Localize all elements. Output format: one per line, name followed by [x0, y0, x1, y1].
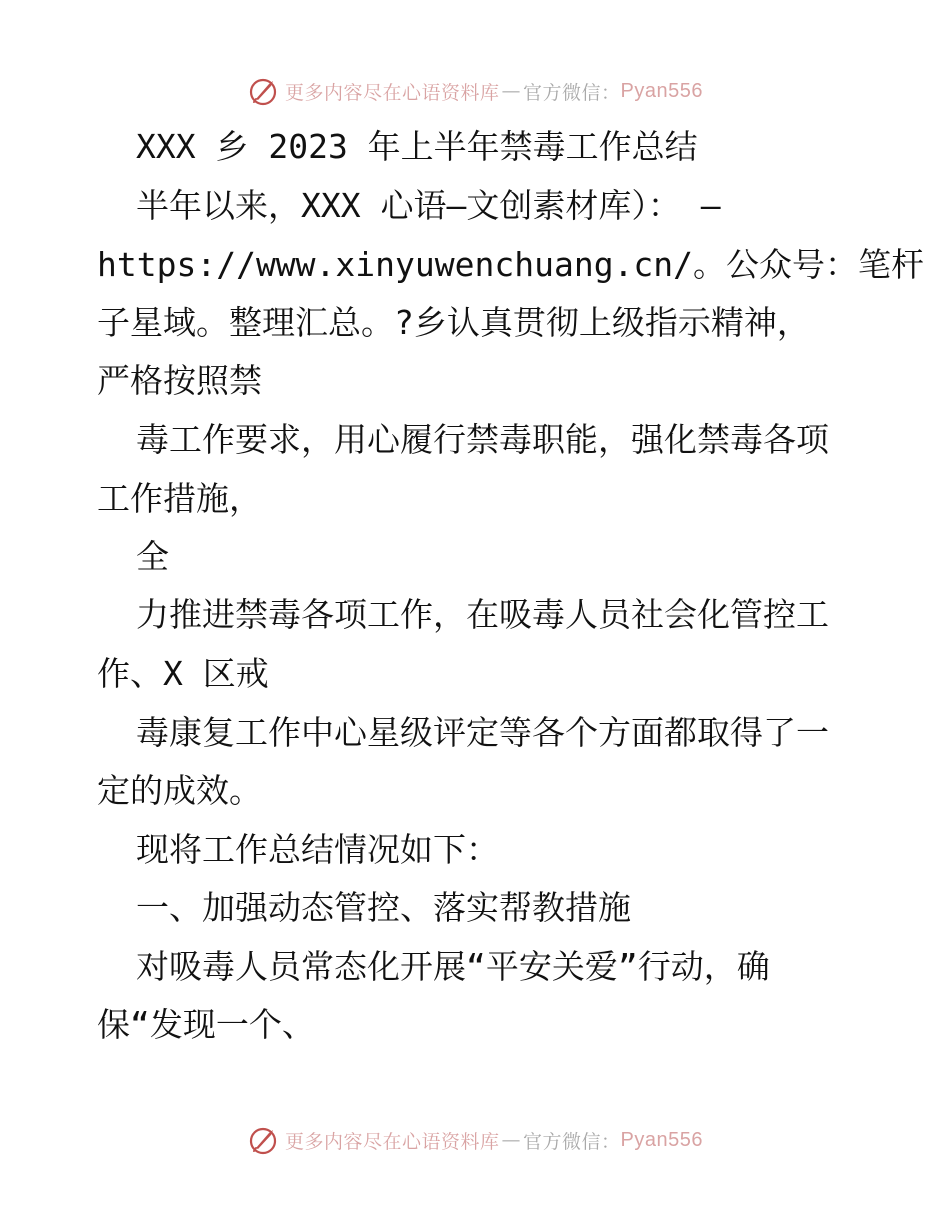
- quill-pen-logo-icon: [247, 75, 279, 107]
- watermark-dash: —: [501, 1129, 522, 1151]
- watermark-dash: —: [501, 80, 522, 102]
- watermark-contact-label: 官方微信：: [523, 1130, 621, 1153]
- paragraph-line: 全: [136, 537, 169, 576]
- paragraph-line: 严格按照禁: [97, 361, 262, 400]
- paragraph-line: 半年以来，XXX 心语—文创素材库）： —: [136, 186, 721, 225]
- paragraph-line: 对吸毒人员常态化开展“平安关爱”行动，确: [136, 947, 770, 986]
- section-heading: 一、加强动态管控、落实帮教措施: [136, 888, 631, 927]
- paragraph-line: 工作措施，: [97, 479, 262, 518]
- paragraph-line: 保“发现一个、: [97, 1005, 315, 1044]
- paragraph-line: 毒康复工作中心星级评定等各个方面都取得了一: [136, 713, 829, 752]
- bottom-watermark-banner: [0, 1120, 950, 1160]
- paragraph-line: 作、X 区戒: [97, 654, 269, 693]
- paragraph-line: 毒工作要求，用心履行禁毒职能，强化禁毒各项: [136, 420, 829, 459]
- watermark-contact-id: Pyan556: [620, 1128, 703, 1151]
- top-watermark-banner: [0, 71, 950, 111]
- paragraph-line: 子星域。整理汇总。?乡认真贯彻上级指示精神，: [97, 303, 810, 342]
- quill-pen-logo-icon: [247, 1124, 279, 1156]
- watermark-slogan: 更多内容尽在心语资料库: [285, 81, 500, 104]
- paragraph-line: https://www.xinyuwenchuang.cn/。公众号：笔杆: [97, 245, 925, 284]
- paragraph-line: 定的成效。: [97, 771, 262, 810]
- watermark-contact-label: 官方微信：: [523, 81, 621, 104]
- watermark-contact-id: Pyan556: [620, 79, 703, 102]
- watermark-slogan: 更多内容尽在心语资料库: [285, 1130, 500, 1153]
- document-title: XXX 乡 2023 年上半年禁毒工作总结: [136, 127, 698, 166]
- paragraph-line: 现将工作总结情况如下：: [136, 830, 499, 869]
- paragraph-line: 力推进禁毒各项工作，在吸毒人员社会化管控工: [136, 595, 829, 634]
